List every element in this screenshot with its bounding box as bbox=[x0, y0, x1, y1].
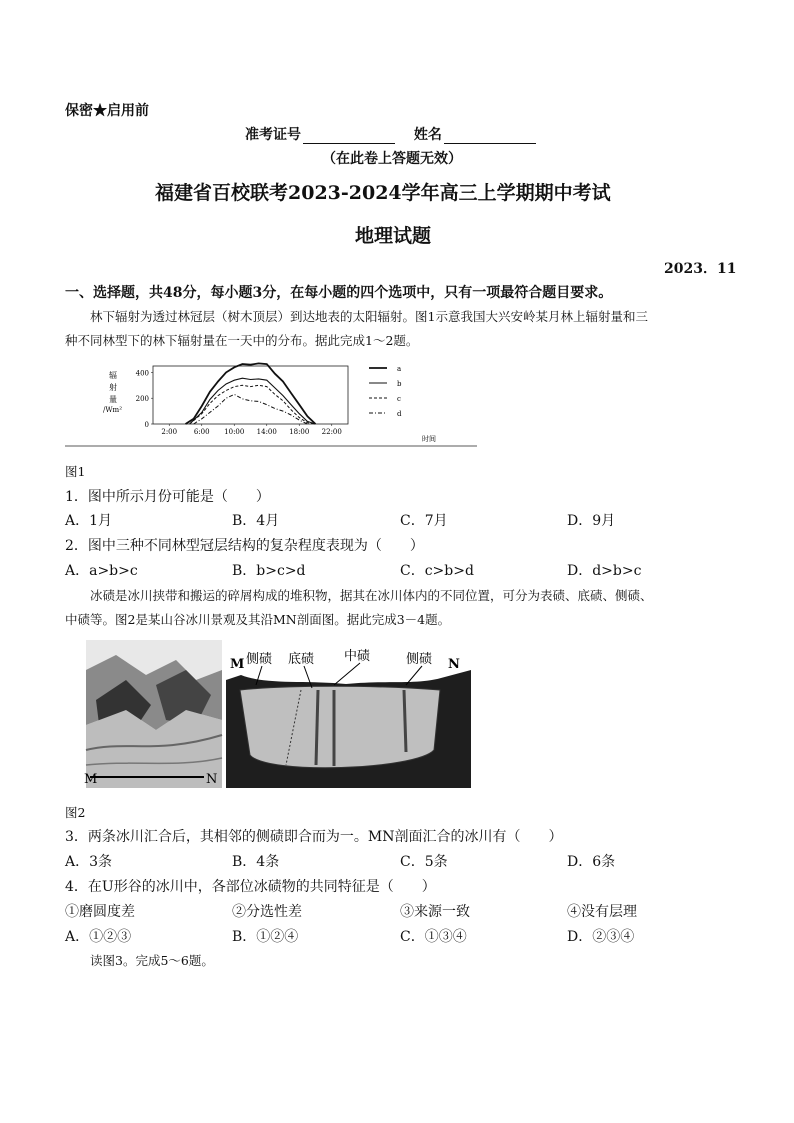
y-tick-label: 400 bbox=[135, 369, 149, 378]
q4-statement-2: ②分选性差 bbox=[232, 904, 302, 920]
section-point-n: N bbox=[448, 657, 460, 672]
glacier-landscape-image bbox=[86, 640, 222, 788]
q4-options bbox=[65, 926, 735, 944]
plot-frame bbox=[153, 366, 348, 424]
q4-option-a[interactable]: A．①②③ bbox=[65, 929, 132, 945]
q4-statement-4: ④没有层理 bbox=[567, 904, 637, 920]
y-label-char: 量 bbox=[109, 395, 117, 404]
legend-label-b: b bbox=[397, 380, 402, 388]
section-heading: 一、选择题，共48分，每小题3分，在每小题的四个选项中，只有一项最符合题目要求。 bbox=[65, 285, 613, 301]
legend-label-d: d bbox=[397, 410, 402, 418]
label-lateral-moraine-left: 侧碛 bbox=[246, 652, 273, 667]
q3-stem: 3．两条冰川汇合后，其相邻的侧碛即合而为一。MN剖面汇合的冰川有（ ） bbox=[65, 829, 563, 845]
q4-option-c[interactable]: C．①③④ bbox=[400, 929, 467, 945]
q2-option-c[interactable]: C．c>b>d bbox=[400, 563, 474, 579]
q4-stem: 4．在U形谷的冰川中，各部位冰碛物的共同特征是（ ） bbox=[65, 879, 436, 895]
q1-option-a[interactable]: A．1月 bbox=[65, 513, 113, 529]
y-axis-label bbox=[103, 370, 122, 414]
label-ground-moraine: 底碛 bbox=[288, 652, 315, 667]
exam-id-label: 准考证号 bbox=[245, 127, 301, 143]
glacier-photo bbox=[86, 640, 222, 788]
x-tick-label: 2:00 bbox=[161, 428, 178, 436]
label-medial-moraine: 中碛 bbox=[344, 649, 371, 664]
q1-option-c[interactable]: C．7月 bbox=[400, 513, 448, 529]
q2-option-b[interactable]: B．b>c>d bbox=[232, 563, 306, 579]
q4-statements bbox=[65, 901, 735, 919]
exam-title: 福建省百校联考2023-2024学年高三上学期期中考试 bbox=[155, 182, 611, 204]
q3-option-d[interactable]: D．6条 bbox=[567, 854, 616, 870]
name-label: 姓名 bbox=[413, 127, 442, 143]
q3-option-c[interactable]: C．5条 bbox=[400, 854, 448, 870]
q3-option-b[interactable]: B．4条 bbox=[232, 854, 280, 870]
exam-id-blank bbox=[303, 129, 395, 144]
q4-statement-1: ①磨圆度差 bbox=[65, 904, 135, 920]
legend-label-a: a bbox=[397, 365, 402, 373]
y-label-char: 射 bbox=[109, 383, 117, 392]
x-axis-label: 时间 bbox=[422, 435, 436, 443]
candidate-info bbox=[245, 124, 536, 144]
figure2-caption: 图2 bbox=[65, 805, 86, 820]
y-label-char: 辐 bbox=[109, 371, 117, 380]
intro2-line2: 中碛等。图2是某山谷冰川景观及其沿MN剖面图。据此完成3－4题。 bbox=[65, 612, 451, 627]
answer-note: （在此卷上答题无效） bbox=[322, 151, 462, 167]
label-lateral-moraine-right: 侧碛 bbox=[406, 652, 433, 667]
q2-options bbox=[65, 560, 735, 578]
x-tick-label: 14:00 bbox=[256, 428, 277, 436]
subject-title: 地理试题 bbox=[355, 225, 432, 247]
intro2-line1: 冰碛是冰川挟带和搬运的碎屑构成的堆积物，据其在冰川体内的不同位置，可分为表碛、底碛、侧碛、 bbox=[90, 588, 653, 603]
exam-date: 2023．11 bbox=[664, 261, 737, 277]
intro1-line2: 种不同林型下的林下辐射量在一天中的分布。据此完成1～2题。 bbox=[65, 333, 419, 348]
photo-point-m: M bbox=[84, 772, 98, 787]
intro3-line1: 读图3。完成5～6题。 bbox=[90, 953, 214, 968]
q4-statement-3: ③来源一致 bbox=[400, 904, 470, 920]
legend-label-c: c bbox=[397, 395, 401, 403]
q1-option-d[interactable]: D．9月 bbox=[567, 513, 616, 529]
q3-options bbox=[65, 851, 735, 869]
q2-stem: 2．图中三种不同林型冠层结构的复杂程度表现为（ ） bbox=[65, 538, 424, 554]
q1-options bbox=[65, 510, 735, 528]
q1-stem: 1．图中所示月份可能是（ ） bbox=[65, 489, 270, 505]
x-tick-label: 22:00 bbox=[321, 428, 342, 436]
glacier-cross-section bbox=[226, 640, 471, 788]
y-tick-label: 200 bbox=[135, 395, 149, 404]
q4-option-b[interactable]: B．①②④ bbox=[232, 929, 299, 945]
q1-option-b[interactable]: B．4月 bbox=[232, 513, 280, 529]
q2-option-d[interactable]: D．d>b>c bbox=[567, 563, 642, 579]
y-unit: /Wm² bbox=[103, 406, 122, 414]
x-tick-label: 6:00 bbox=[193, 428, 210, 436]
figure1-chart bbox=[65, 358, 485, 450]
photo-point-n: N bbox=[206, 772, 218, 787]
name-blank bbox=[444, 129, 536, 144]
intro1-line1: 林下辐射为透过林冠层（树木顶层）到达地表的太阳辐射。图1示意我国大兴安岭某月林上辐射量和三 bbox=[90, 309, 648, 324]
section-point-m: M bbox=[230, 657, 245, 672]
secrecy-mark: 保密★启用前 bbox=[65, 103, 149, 119]
y-tick-label: 0 bbox=[144, 421, 149, 429]
q3-option-a[interactable]: A．3条 bbox=[65, 854, 113, 870]
q2-option-a[interactable]: A．a>b>c bbox=[65, 563, 138, 579]
figure1-caption: 图1 bbox=[65, 464, 86, 479]
radiation-line-chart bbox=[65, 358, 485, 450]
mn-section-diagram bbox=[226, 640, 471, 788]
x-tick-label: 10:00 bbox=[224, 428, 245, 436]
q4-option-d[interactable]: D．②③④ bbox=[567, 929, 635, 945]
x-tick-label: 18:00 bbox=[289, 428, 310, 436]
